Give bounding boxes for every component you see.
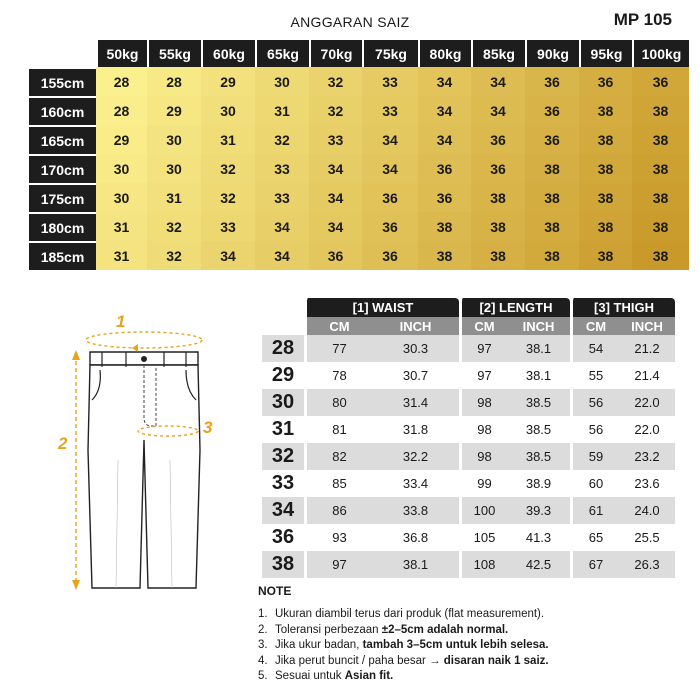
note-number: 5. [258, 670, 268, 683]
unit-cm: CM [570, 317, 619, 335]
waist-cm-cell: 86 [304, 497, 372, 524]
trousers-diagram [40, 300, 250, 600]
note-emphasis: Asian fit. [344, 670, 394, 683]
thigh-cm-cell: 59 [570, 443, 619, 470]
table-row [262, 362, 675, 389]
table-row [262, 335, 675, 362]
height-header: 165cm [29, 125, 96, 154]
weight-header: 60kg [201, 40, 255, 67]
thigh-cm-cell: 56 [570, 389, 619, 416]
waist-inch-cell: 32.2 [372, 443, 459, 470]
size-cell: 34 [471, 96, 525, 125]
note-item [258, 638, 698, 653]
size-cell: 28 [96, 96, 147, 125]
unit-inch: INCH [507, 317, 570, 335]
size-label: 33 [262, 470, 304, 497]
size-cell: 34 [418, 125, 471, 154]
length-cm-cell: 97 [459, 362, 507, 389]
size-cell: 36 [471, 154, 525, 183]
thigh-inch-cell: 22.0 [619, 389, 675, 416]
length-inch-cell: 38.5 [507, 416, 570, 443]
note-text: Sesuai untuk [275, 670, 345, 683]
note-emphasis: disaran naik 1 saiz. [443, 654, 549, 667]
size-cell: 30 [96, 183, 147, 212]
size-matrix [29, 40, 689, 270]
size-cell: 32 [147, 212, 201, 241]
thigh-inch-cell: 22.0 [619, 416, 675, 443]
thigh-inch-cell: 24.0 [619, 497, 675, 524]
size-cell: 34 [418, 67, 471, 96]
size-cell: 33 [255, 154, 309, 183]
note-number: 2. [258, 623, 268, 636]
table-row [262, 470, 675, 497]
waist-inch-cell: 38.1 [372, 551, 459, 578]
size-cell: 34 [471, 67, 525, 96]
thigh-inch-cell: 23.2 [619, 443, 675, 470]
size-cell: 30 [255, 67, 309, 96]
size-cell: 36 [471, 125, 525, 154]
height-header: 170cm [29, 154, 96, 183]
size-cell: 34 [255, 212, 309, 241]
size-cell: 36 [362, 212, 418, 241]
note-number: 4. [258, 654, 268, 667]
waist-cm-cell: 97 [304, 551, 372, 578]
size-cell: 33 [309, 125, 362, 154]
size-cell: 36 [309, 241, 362, 270]
size-cell: 36 [362, 241, 418, 270]
size-cell: 31 [96, 241, 147, 270]
size-cell: 38 [579, 125, 632, 154]
size-cell: 38 [579, 241, 632, 270]
table-row [262, 524, 675, 551]
length-cm-cell: 98 [459, 416, 507, 443]
thigh-inch-cell: 21.4 [619, 362, 675, 389]
length-inch-cell: 39.3 [507, 497, 570, 524]
size-cell: 38 [471, 212, 525, 241]
waist-inch-cell: 31.4 [372, 389, 459, 416]
length-cm-cell: 100 [459, 497, 507, 524]
size-cell: 33 [362, 96, 418, 125]
length-inch-cell: 38.9 [507, 470, 570, 497]
note-text: Jika perut buncit / paha besar → [275, 654, 444, 667]
size-cell: 32 [201, 154, 255, 183]
waist-inch-cell: 33.8 [372, 497, 459, 524]
notes-title: NOTE [258, 584, 292, 598]
thigh-cm-cell: 54 [570, 335, 619, 362]
thigh-marker-label: 3 [203, 418, 213, 437]
waist-inch-cell: 31.8 [372, 416, 459, 443]
table-row [262, 443, 675, 470]
size-cell: 36 [525, 96, 579, 125]
note-emphasis: tambah 3–5cm untuk lebih selesa. [362, 639, 549, 652]
weight-header: 80kg [418, 40, 471, 67]
unit-cm: CM [459, 317, 507, 335]
size-cell: 31 [147, 183, 201, 212]
size-cell: 32 [147, 241, 201, 270]
waist-marker-label: 1 [116, 312, 126, 331]
waist-cm-cell: 78 [304, 362, 372, 389]
size-cell: 38 [632, 183, 689, 212]
weight-header: 65kg [255, 40, 309, 67]
size-cell: 38 [632, 125, 689, 154]
notes-section [258, 584, 698, 684]
table-row [262, 389, 675, 416]
size-cell: 36 [418, 154, 471, 183]
size-cell: 34 [418, 96, 471, 125]
size-cell: 38 [471, 183, 525, 212]
waist-cm-cell: 80 [304, 389, 372, 416]
size-cell: 34 [362, 125, 418, 154]
note-number: 1. [258, 608, 268, 621]
waist-cm-cell: 85 [304, 470, 372, 497]
size-cell: 34 [309, 183, 362, 212]
size-cell: 38 [525, 212, 579, 241]
note-item [258, 654, 698, 669]
note-item [258, 669, 698, 684]
size-cell: 34 [201, 241, 255, 270]
group-header-length: [2] LENGTH [459, 298, 570, 317]
length-inch-cell: 38.1 [507, 335, 570, 362]
note-text: Jika ukur badan, [275, 639, 363, 652]
length-cm-cell: 108 [459, 551, 507, 578]
size-cell: 34 [309, 154, 362, 183]
size-label: 38 [262, 551, 304, 578]
height-header: 155cm [29, 67, 96, 96]
length-cm-cell: 97 [459, 335, 507, 362]
trousers-illustration [40, 300, 250, 600]
waist-cm-cell: 93 [304, 524, 372, 551]
length-cm-cell: 99 [459, 470, 507, 497]
chart-title: ANGGARAN SAIZ [290, 14, 410, 30]
weight-header: 50kg [96, 40, 147, 67]
length-inch-cell: 38.5 [507, 389, 570, 416]
waist-inch-cell: 30.7 [372, 362, 459, 389]
table-row [262, 497, 675, 524]
size-cell: 31 [96, 212, 147, 241]
thigh-cm-cell: 60 [570, 470, 619, 497]
size-label: 36 [262, 524, 304, 551]
size-cell: 28 [147, 67, 201, 96]
size-cell: 30 [96, 154, 147, 183]
weight-header: 70kg [309, 40, 362, 67]
length-inch-cell: 38.1 [507, 362, 570, 389]
size-cell: 34 [309, 212, 362, 241]
height-header: 175cm [29, 183, 96, 212]
weight-header: 90kg [525, 40, 579, 67]
note-item [258, 623, 698, 638]
weight-header: 75kg [362, 40, 418, 67]
size-label: 28 [262, 335, 304, 362]
product-code: MP 105 [613, 10, 672, 29]
size-label: 31 [262, 416, 304, 443]
length-inch-cell: 42.5 [507, 551, 570, 578]
size-cell: 29 [201, 67, 255, 96]
size-cell: 32 [309, 96, 362, 125]
size-cell: 38 [471, 241, 525, 270]
size-label: 29 [262, 362, 304, 389]
weight-header: 55kg [147, 40, 201, 67]
size-cell: 36 [525, 67, 579, 96]
size-cell: 31 [255, 96, 309, 125]
size-cell: 38 [418, 241, 471, 270]
length-inch-cell: 41.3 [507, 524, 570, 551]
size-cell: 38 [579, 154, 632, 183]
thigh-cm-cell: 61 [570, 497, 619, 524]
waist-cm-cell: 82 [304, 443, 372, 470]
size-cell: 33 [255, 183, 309, 212]
size-cell: 32 [255, 125, 309, 154]
size-cell: 29 [96, 125, 147, 154]
size-cell: 33 [362, 67, 418, 96]
note-number: 3. [258, 639, 268, 652]
note-item [258, 607, 698, 622]
size-cell: 38 [632, 96, 689, 125]
size-cell: 36 [525, 125, 579, 154]
thigh-cm-cell: 65 [570, 524, 619, 551]
unit-inch: INCH [372, 317, 459, 335]
unit-cm: CM [304, 317, 372, 335]
size-cell: 30 [201, 96, 255, 125]
height-header: 185cm [29, 241, 96, 270]
length-cm-cell: 98 [459, 389, 507, 416]
size-cell: 38 [632, 212, 689, 241]
waist-inch-cell: 30.3 [372, 335, 459, 362]
note-text: Ukuran diambil terus dari produk (flat measurement). [275, 608, 545, 621]
weight-header: 100kg [632, 40, 689, 67]
size-label: 30 [262, 389, 304, 416]
size-cell: 36 [362, 183, 418, 212]
height-header: 160cm [29, 96, 96, 125]
size-cell: 31 [201, 125, 255, 154]
table-row [262, 551, 675, 578]
weight-header: 95kg [579, 40, 632, 67]
notes-list [258, 607, 698, 684]
size-cell: 36 [632, 67, 689, 96]
length-inch-cell: 38.5 [507, 443, 570, 470]
group-header-thigh: [3] THIGH [570, 298, 675, 317]
size-label: 32 [262, 443, 304, 470]
size-cell: 38 [579, 96, 632, 125]
length-cm-cell: 105 [459, 524, 507, 551]
thigh-inch-cell: 25.5 [619, 524, 675, 551]
size-cell: 38 [579, 183, 632, 212]
note-text: Toleransi perbezaan [275, 623, 382, 636]
note-emphasis: ±2–5cm adalah normal. [381, 623, 509, 636]
size-cell: 38 [525, 154, 579, 183]
size-cell: 33 [201, 212, 255, 241]
size-cell: 34 [362, 154, 418, 183]
size-cell: 38 [525, 241, 579, 270]
thigh-inch-cell: 21.2 [619, 335, 675, 362]
length-marker-label: 2 [58, 434, 68, 453]
size-cell: 28 [96, 67, 147, 96]
size-cell: 30 [147, 125, 201, 154]
size-cell: 34 [255, 241, 309, 270]
table-row [262, 416, 675, 443]
thigh-cm-cell: 56 [570, 416, 619, 443]
size-cell: 38 [632, 241, 689, 270]
thigh-cm-cell: 55 [570, 362, 619, 389]
size-cell: 38 [632, 154, 689, 183]
waist-cm-cell: 81 [304, 416, 372, 443]
size-cell: 30 [147, 154, 201, 183]
size-cell: 38 [418, 212, 471, 241]
length-cm-cell: 98 [459, 443, 507, 470]
size-cell: 36 [579, 67, 632, 96]
waist-inch-cell: 36.8 [372, 524, 459, 551]
height-header: 180cm [29, 212, 96, 241]
unit-inch: INCH [619, 317, 675, 335]
thigh-inch-cell: 26.3 [619, 551, 675, 578]
measurement-table [262, 298, 675, 578]
size-cell: 36 [418, 183, 471, 212]
group-header-waist: [1] WAIST [304, 298, 459, 317]
thigh-inch-cell: 23.6 [619, 470, 675, 497]
size-label: 34 [262, 497, 304, 524]
size-cell: 38 [579, 212, 632, 241]
size-cell: 32 [309, 67, 362, 96]
thigh-cm-cell: 67 [570, 551, 619, 578]
size-cell: 32 [201, 183, 255, 212]
size-cell: 29 [147, 96, 201, 125]
waist-inch-cell: 33.4 [372, 470, 459, 497]
waist-cm-cell: 77 [304, 335, 372, 362]
size-cell: 38 [525, 183, 579, 212]
weight-header: 85kg [471, 40, 525, 67]
